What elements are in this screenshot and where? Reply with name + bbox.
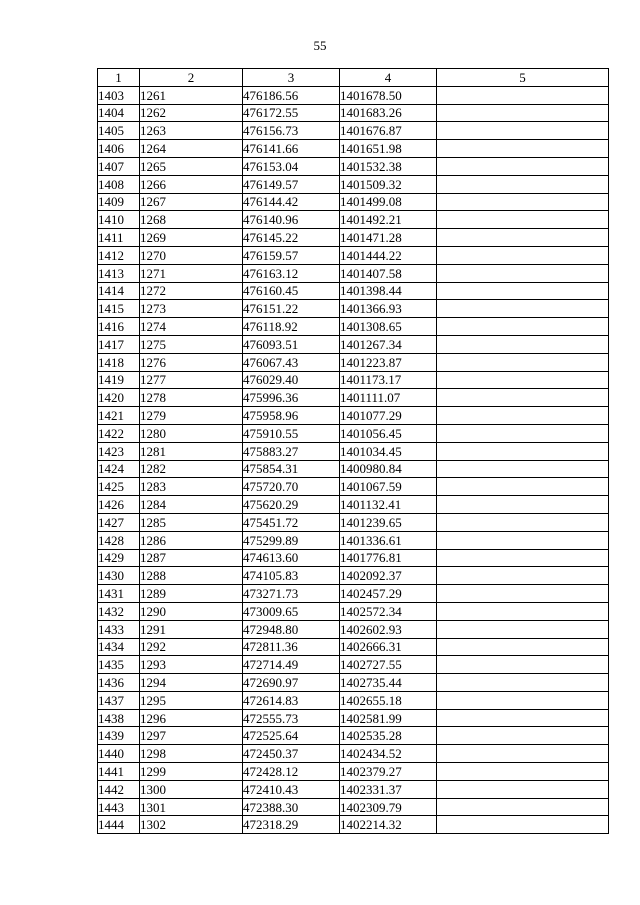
table-cell: 473009.65 [243,602,340,620]
table-cell: 1302 [140,816,243,834]
table-cell [437,727,609,745]
table-cell: 1429 [98,549,140,567]
table-cell: 1288 [140,567,243,585]
table-cell: 1283 [140,478,243,496]
table-cell [437,798,609,816]
table-cell [437,745,609,763]
table-cell: 1287 [140,549,243,567]
table-cell [437,816,609,834]
table-row [98,478,609,496]
table-cell: 1402572.34 [340,602,437,620]
table-row [98,460,609,478]
table-cell: 1419 [98,371,140,389]
page-number: 55 [313,38,327,53]
table-cell [437,602,609,620]
table-cell [437,193,609,211]
table-cell: 1443 [98,798,140,816]
table-cell: 1423 [98,442,140,460]
table-row [98,798,609,816]
table-cell: 1421 [98,407,140,425]
table-cell: 1401267.34 [340,335,437,353]
table-cell: 475883.27 [243,442,340,460]
table-cell: 1402735.44 [340,674,437,692]
table-cell: 1284 [140,496,243,514]
table-cell: 1297 [140,727,243,745]
table-cell [437,282,609,300]
table-cell: 1402434.52 [340,745,437,763]
table-cell: 1269 [140,229,243,247]
column-header: 3 [243,69,340,87]
table-cell: 476151.22 [243,300,340,318]
table-cell [437,104,609,122]
table-row [98,86,609,104]
table-row [98,211,609,229]
table-cell [437,175,609,193]
table-cell: 1401308.65 [340,318,437,336]
table-cell: 1420 [98,389,140,407]
table-cell: 1272 [140,282,243,300]
table-cell [437,691,609,709]
table-row [98,389,609,407]
table-cell: 1405 [98,122,140,140]
table-cell: 1422 [98,424,140,442]
table-cell: 1300 [140,780,243,798]
table-cell [437,709,609,727]
table-cell: 1401366.93 [340,300,437,318]
table-cell: 1262 [140,104,243,122]
table-cell: 1402092.37 [340,567,437,585]
table-cell: 1413 [98,264,140,282]
table-cell: 476186.56 [243,86,340,104]
table-cell: 1291 [140,620,243,638]
table-cell: 1401651.98 [340,140,437,158]
table-cell: 1266 [140,175,243,193]
table-cell [437,353,609,371]
column-header: 5 [437,69,609,87]
table-cell [437,318,609,336]
table-cell: 472450.37 [243,745,340,763]
table-row [98,602,609,620]
table-cell: 472525.64 [243,727,340,745]
table-cell: 1401678.50 [340,86,437,104]
table-cell: 472614.83 [243,691,340,709]
table-cell: 476172.55 [243,104,340,122]
table-cell: 1401492.21 [340,211,437,229]
table-cell: 1428 [98,531,140,549]
table-row [98,371,609,389]
table-row [98,638,609,656]
table-cell [437,407,609,425]
table-row [98,567,609,585]
table-body [98,86,609,833]
table-cell: 1401067.59 [340,478,437,496]
table-cell: 1402535.28 [340,727,437,745]
table-cell [437,549,609,567]
table-cell: 1416 [98,318,140,336]
table-cell: 1295 [140,691,243,709]
table-cell: 1278 [140,389,243,407]
table-cell: 472410.43 [243,780,340,798]
table-cell: 1299 [140,763,243,781]
table-cell [437,763,609,781]
table-cell: 1402666.31 [340,638,437,656]
table-cell: 1434 [98,638,140,656]
table-cell: 1401111.07 [340,389,437,407]
table-cell [437,86,609,104]
table-row [98,656,609,674]
table-cell: 1402581.99 [340,709,437,727]
table-cell: 1439 [98,727,140,745]
table-cell: 476118.92 [243,318,340,336]
table-cell [437,229,609,247]
table-cell: 1292 [140,638,243,656]
table-cell [437,264,609,282]
table-cell: 1409 [98,193,140,211]
table-row [98,157,609,175]
table-cell: 1401239.65 [340,513,437,531]
table-cell: 1401676.87 [340,122,437,140]
table-cell: 1444 [98,816,140,834]
table-cell: 1426 [98,496,140,514]
table-cell: 473271.73 [243,585,340,603]
table-cell: 1285 [140,513,243,531]
table-cell [437,478,609,496]
table-row [98,496,609,514]
table-row [98,442,609,460]
table-cell: 1417 [98,335,140,353]
table-cell: 1265 [140,157,243,175]
table-cell: 472318.29 [243,816,340,834]
table-cell: 1401336.61 [340,531,437,549]
table-cell: 1430 [98,567,140,585]
table-cell: 474613.60 [243,549,340,567]
table-cell [437,424,609,442]
table-row [98,424,609,442]
table-cell: 1401223.87 [340,353,437,371]
table-cell: 1433 [98,620,140,638]
table-cell: 1427 [98,513,140,531]
table-cell: 472428.12 [243,763,340,781]
table-cell: 1401173.17 [340,371,437,389]
table-cell: 476029.40 [243,371,340,389]
table-cell: 476153.04 [243,157,340,175]
table-cell: 476093.51 [243,335,340,353]
table-cell: 472811.36 [243,638,340,656]
table-cell [437,780,609,798]
table-row [98,122,609,140]
table-row [98,709,609,727]
table-row [98,816,609,834]
table-cell: 472555.73 [243,709,340,727]
table-row [98,620,609,638]
table-cell: 475299.89 [243,531,340,549]
table-cell: 1261 [140,86,243,104]
table-cell [437,531,609,549]
table-cell: 1401683.26 [340,104,437,122]
table-cell: 1279 [140,407,243,425]
table-cell: 1264 [140,140,243,158]
table-row [98,780,609,798]
table-cell: 475451.72 [243,513,340,531]
table-cell: 1403 [98,86,140,104]
table-cell: 1270 [140,246,243,264]
table-cell: 1401056.45 [340,424,437,442]
table-cell: 1402331.37 [340,780,437,798]
column-header: 1 [98,69,140,87]
table-cell: 1290 [140,602,243,620]
table-cell: 1440 [98,745,140,763]
table-row [98,407,609,425]
table-cell: 1401471.28 [340,229,437,247]
table-cell: 1400980.84 [340,460,437,478]
table-cell [437,371,609,389]
table-cell: 1402655.18 [340,691,437,709]
table-cell: 1401407.58 [340,264,437,282]
table-cell: 1437 [98,691,140,709]
table-cell: 1401398.44 [340,282,437,300]
table-cell: 1275 [140,335,243,353]
table-cell [437,585,609,603]
table-cell: 1411 [98,229,140,247]
table-cell [437,496,609,514]
table-cell: 1298 [140,745,243,763]
table-cell [437,389,609,407]
table-cell: 476067.43 [243,353,340,371]
table-cell: 475958.96 [243,407,340,425]
table-row [98,763,609,781]
table-cell: 1276 [140,353,243,371]
table-row [98,745,609,763]
table-cell: 1268 [140,211,243,229]
table-cell [437,246,609,264]
table-cell [437,656,609,674]
table-cell: 1281 [140,442,243,460]
table-cell: 1435 [98,656,140,674]
table-row [98,549,609,567]
table-cell [437,442,609,460]
table-cell: 1438 [98,709,140,727]
table-cell: 1286 [140,531,243,549]
table-cell: 475720.70 [243,478,340,496]
table-cell: 1414 [98,282,140,300]
table-cell: 476140.96 [243,211,340,229]
header-row [98,69,609,87]
table-cell: 1271 [140,264,243,282]
table-cell [437,674,609,692]
table-cell: 1432 [98,602,140,620]
table-row [98,300,609,318]
table-cell: 1402309.79 [340,798,437,816]
table-row [98,104,609,122]
table-cell: 1407 [98,157,140,175]
table-cell: 1402457.29 [340,585,437,603]
table-cell [437,620,609,638]
table-cell: 1442 [98,780,140,798]
table-row [98,246,609,264]
table-row [98,691,609,709]
table-row [98,318,609,336]
table-row [98,140,609,158]
table-cell [437,122,609,140]
table-row [98,727,609,745]
table-cell [437,140,609,158]
table-cell: 1289 [140,585,243,603]
table-cell: 476141.66 [243,140,340,158]
table-cell: 475996.36 [243,389,340,407]
table-cell: 1263 [140,122,243,140]
table-cell: 1415 [98,300,140,318]
table-cell: 1412 [98,246,140,264]
table-row [98,229,609,247]
table-cell: 1402602.93 [340,620,437,638]
table-cell: 476144.42 [243,193,340,211]
table-cell [437,300,609,318]
table-row [98,175,609,193]
table-row [98,282,609,300]
table-cell [437,638,609,656]
table-cell: 476145.22 [243,229,340,247]
table-cell: 1277 [140,371,243,389]
table-row [98,353,609,371]
table-cell: 476156.73 [243,122,340,140]
table-cell: 1402214.32 [340,816,437,834]
table-cell: 1401532.38 [340,157,437,175]
table-cell: 1410 [98,211,140,229]
table-cell: 1273 [140,300,243,318]
table-cell: 1401077.29 [340,407,437,425]
table-cell [437,513,609,531]
table-cell: 475910.55 [243,424,340,442]
table-cell: 1294 [140,674,243,692]
table-cell: 472714.49 [243,656,340,674]
table-cell: 475620.29 [243,496,340,514]
table-cell: 1401444.22 [340,246,437,264]
table-cell: 1436 [98,674,140,692]
table-cell: 476160.45 [243,282,340,300]
table-row [98,513,609,531]
table-row [98,531,609,549]
table-cell: 476149.57 [243,175,340,193]
table-cell: 475854.31 [243,460,340,478]
table-cell [437,460,609,478]
table-cell: 1402379.27 [340,763,437,781]
table-row [98,585,609,603]
table-cell [437,567,609,585]
table-row [98,193,609,211]
coordinates-table [97,68,609,834]
table-cell: 1401132.41 [340,496,437,514]
table-row [98,674,609,692]
column-header: 2 [140,69,243,87]
table-cell [437,211,609,229]
table-cell: 1404 [98,104,140,122]
table-cell [437,335,609,353]
table-cell: 472388.30 [243,798,340,816]
table-row [98,264,609,282]
table-cell: 476159.57 [243,246,340,264]
table-cell: 1401499.08 [340,193,437,211]
table-cell: 1267 [140,193,243,211]
table-cell: 1424 [98,460,140,478]
table-cell: 474105.83 [243,567,340,585]
table-cell: 1401509.32 [340,175,437,193]
table-row [98,335,609,353]
column-header: 4 [340,69,437,87]
table-cell: 472948.80 [243,620,340,638]
table-cell: 1301 [140,798,243,816]
table-cell: 1401776.81 [340,549,437,567]
table-cell: 476163.12 [243,264,340,282]
table-cell: 1296 [140,709,243,727]
table-cell: 1274 [140,318,243,336]
table-cell: 1402727.55 [340,656,437,674]
table-cell: 1418 [98,353,140,371]
table-cell: 1282 [140,460,243,478]
table-cell: 1293 [140,656,243,674]
table-cell: 1425 [98,478,140,496]
table-cell: 1406 [98,140,140,158]
table-cell: 1441 [98,763,140,781]
table-cell: 1431 [98,585,140,603]
table-cell [437,157,609,175]
table-cell: 1401034.45 [340,442,437,460]
table-cell: 472690.97 [243,674,340,692]
table-cell: 1408 [98,175,140,193]
table-cell: 1280 [140,424,243,442]
